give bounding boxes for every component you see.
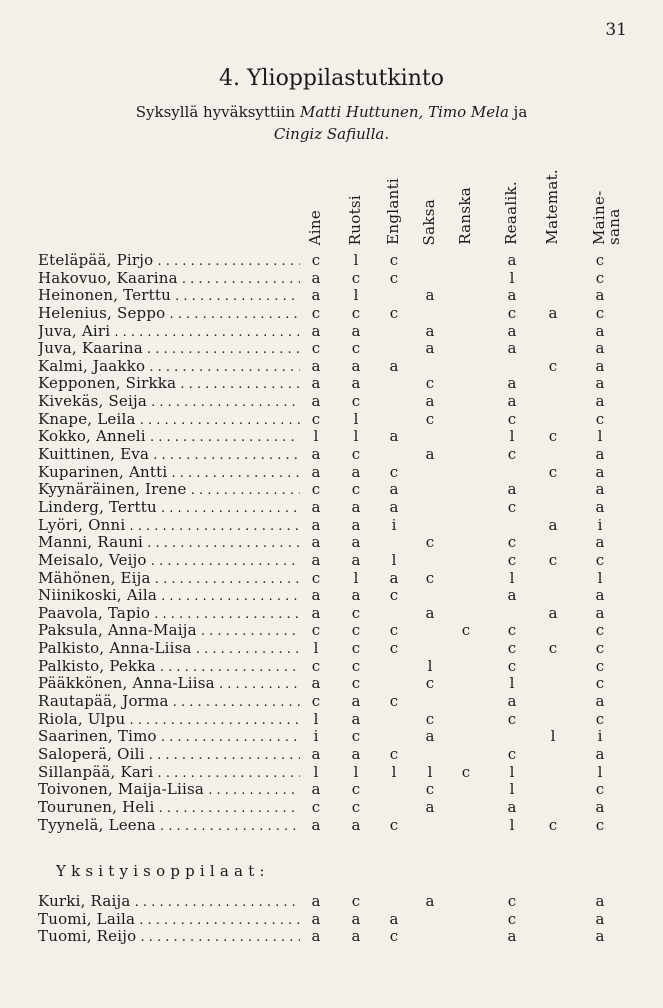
grade-cell: a bbox=[311, 392, 321, 411]
grade-cell: c bbox=[311, 656, 321, 675]
table-row bbox=[0, 499, 663, 517]
table-row bbox=[0, 270, 663, 288]
grade-cell: c bbox=[425, 674, 435, 693]
grade-cell: a bbox=[425, 892, 435, 910]
student-name: Tourunen, Heli . . . bbox=[38, 799, 300, 817]
grade-cell: a bbox=[595, 339, 605, 358]
grade-cell: c bbox=[311, 568, 321, 587]
table-row bbox=[0, 587, 663, 605]
student-name: Palkisto, Pekka . . . bbox=[38, 658, 300, 676]
table-row bbox=[0, 711, 663, 729]
grade-cell: a bbox=[351, 586, 361, 605]
grade-cell: a bbox=[595, 892, 605, 910]
student-name: Linderg, Terttu . . . bbox=[38, 499, 300, 517]
grade-cell: l bbox=[353, 762, 359, 781]
grade-cell: c bbox=[389, 639, 399, 658]
grade-cell: c bbox=[389, 462, 399, 481]
table-row bbox=[0, 693, 663, 711]
grade-cell: l bbox=[391, 550, 397, 569]
student-name: Palkisto, Anna-Liisa . . . bbox=[38, 640, 300, 658]
grade-cell: a bbox=[548, 515, 558, 534]
grade-cell: a bbox=[311, 533, 321, 552]
grade-cell: a bbox=[425, 797, 435, 816]
subtitle-intro: Syksyllä hyväksyttiin bbox=[135, 103, 296, 121]
grade-cell: c bbox=[351, 268, 361, 287]
grade-cell: a bbox=[425, 392, 435, 411]
grade-cell: c bbox=[425, 568, 435, 587]
student-name: Manni, Rauni . . . bbox=[38, 534, 300, 552]
student-name: Knape, Leila . . . bbox=[38, 411, 300, 429]
grade-cell: c bbox=[311, 409, 321, 428]
grade-cell: a bbox=[595, 533, 605, 552]
table-row bbox=[0, 375, 663, 393]
grade-cell: c bbox=[389, 927, 399, 946]
grade-cell: a bbox=[311, 321, 321, 340]
grade-cell: c bbox=[425, 533, 435, 552]
grade-cell: a bbox=[351, 356, 361, 375]
grade-cell: c bbox=[507, 892, 517, 910]
student-table bbox=[0, 252, 663, 834]
student-name: Pääkkönen, Anna-Liisa . . . bbox=[38, 675, 300, 693]
grade-cell: a bbox=[389, 497, 399, 516]
grade-cell: a bbox=[507, 374, 517, 393]
grade-cell: c bbox=[389, 303, 399, 322]
grade-cell: c bbox=[595, 674, 605, 693]
column-header: Englanti bbox=[384, 178, 402, 245]
table-row bbox=[0, 323, 663, 341]
grade-cell: c bbox=[389, 692, 399, 711]
table-row bbox=[0, 252, 663, 270]
grade-cell: a bbox=[425, 321, 435, 340]
column-header: Aine bbox=[306, 209, 324, 245]
grade-cell: a bbox=[507, 480, 517, 499]
grade-cell: c bbox=[595, 251, 605, 269]
student-name: Kuparinen, Antti . . . bbox=[38, 464, 300, 482]
table-row bbox=[0, 781, 663, 799]
grade-cell: c bbox=[548, 815, 558, 834]
grade-cell: c bbox=[351, 621, 361, 640]
grade-cell: a bbox=[311, 550, 321, 569]
grade-cell: a bbox=[311, 497, 321, 516]
column-header: Maine-sana bbox=[590, 190, 623, 245]
private-student-table bbox=[0, 893, 663, 946]
student-name: Juva, Airi . . . bbox=[38, 323, 300, 341]
grade-cell: c bbox=[351, 797, 361, 816]
grade-cell: c bbox=[548, 356, 558, 375]
grade-cell: a bbox=[595, 927, 605, 946]
student-name: Heinonen, Terttu . . . bbox=[38, 287, 300, 305]
grade-cell: a bbox=[507, 251, 517, 269]
table-row bbox=[0, 358, 663, 376]
grade-cell: a bbox=[311, 603, 321, 622]
grade-cell: a bbox=[507, 586, 517, 605]
subtitle-conjunction: ja bbox=[513, 103, 528, 121]
student-name: Eteläpää, Pirjo . . . bbox=[38, 252, 300, 270]
table-row bbox=[0, 305, 663, 323]
grade-cell: l bbox=[353, 568, 359, 587]
grade-cell: c bbox=[351, 603, 361, 622]
grade-cell: c bbox=[507, 445, 517, 464]
table-row bbox=[0, 928, 663, 946]
grade-cell: c bbox=[595, 709, 605, 728]
grade-cell: a bbox=[351, 533, 361, 552]
grade-cell: a bbox=[595, 374, 605, 393]
column-headers bbox=[0, 160, 663, 245]
grade-cell: c bbox=[425, 409, 435, 428]
grade-cell: i bbox=[313, 727, 319, 746]
grade-cell: a bbox=[595, 586, 605, 605]
student-name: Meisalo, Veijo . . . bbox=[38, 552, 300, 570]
grade-cell: a bbox=[311, 815, 321, 834]
grade-cell: a bbox=[595, 797, 605, 816]
table-row bbox=[0, 640, 663, 658]
grade-cell: l bbox=[509, 427, 515, 446]
column-header: Reaalik. bbox=[502, 181, 520, 245]
grade-cell: a bbox=[311, 586, 321, 605]
grade-cell: c bbox=[507, 621, 517, 640]
grade-cell: c bbox=[507, 709, 517, 728]
table-row bbox=[0, 799, 663, 817]
student-name: Paavola, Tapio . . . bbox=[38, 605, 300, 623]
grade-cell: a bbox=[548, 603, 558, 622]
grade-cell: a bbox=[311, 515, 321, 534]
grade-cell: a bbox=[595, 497, 605, 516]
grade-cell: a bbox=[507, 692, 517, 711]
subtitle bbox=[0, 101, 663, 145]
table-row bbox=[0, 570, 663, 588]
grade-cell: c bbox=[311, 303, 321, 322]
grade-cell: c bbox=[595, 303, 605, 322]
table-row bbox=[0, 481, 663, 499]
column-header: Ranska bbox=[456, 187, 474, 245]
grade-cell: l bbox=[313, 427, 319, 446]
table-row bbox=[0, 728, 663, 746]
grade-cell: l bbox=[509, 762, 515, 781]
grade-cell: c bbox=[311, 339, 321, 358]
grade-cell: l bbox=[313, 762, 319, 781]
grade-cell: l bbox=[353, 286, 359, 305]
grade-cell: a bbox=[595, 356, 605, 375]
grade-cell: a bbox=[507, 286, 517, 305]
grade-cell: a bbox=[595, 462, 605, 481]
grade-cell: c bbox=[548, 639, 558, 658]
table-row bbox=[0, 817, 663, 835]
grade-cell: c bbox=[461, 621, 471, 640]
student-name: Tuomi, Laila . . . bbox=[38, 911, 300, 929]
table-row bbox=[0, 675, 663, 693]
grade-cell: a bbox=[595, 445, 605, 464]
grade-cell: c bbox=[311, 251, 321, 269]
student-name: Tuomi, Reijo . . . bbox=[38, 928, 300, 946]
grade-cell: a bbox=[311, 744, 321, 763]
grade-cell: c bbox=[389, 621, 399, 640]
grade-cell: a bbox=[311, 374, 321, 393]
student-name: Kuittinen, Eva . . . bbox=[38, 446, 300, 464]
grade-cell: a bbox=[351, 692, 361, 711]
grade-cell: c bbox=[351, 639, 361, 658]
grade-cell: a bbox=[311, 674, 321, 693]
grade-cell: l bbox=[550, 727, 556, 746]
grade-cell: c bbox=[595, 780, 605, 799]
grade-cell: a bbox=[595, 744, 605, 763]
grade-cell: a bbox=[311, 445, 321, 464]
grade-cell: c bbox=[548, 427, 558, 446]
table-row bbox=[0, 622, 663, 640]
subtitle-line-1 bbox=[0, 101, 663, 123]
grade-cell: c bbox=[389, 251, 399, 269]
grade-cell: l bbox=[353, 251, 359, 269]
grade-cell: a bbox=[595, 392, 605, 411]
grade-cell: c bbox=[351, 480, 361, 499]
grade-cell: c bbox=[425, 709, 435, 728]
grade-cell: c bbox=[351, 780, 361, 799]
grade-cell: l bbox=[427, 656, 433, 675]
student-name: Kurki, Raija . . . bbox=[38, 893, 300, 911]
student-name: Saloperä, Oili . . . bbox=[38, 746, 300, 764]
grade-cell: c bbox=[351, 674, 361, 693]
grade-cell: i bbox=[597, 515, 603, 534]
grade-cell: c bbox=[507, 909, 517, 928]
student-name: Toivonen, Maija-Liisa . . . bbox=[38, 781, 300, 799]
grade-cell: c bbox=[425, 374, 435, 393]
grade-cell: a bbox=[311, 780, 321, 799]
grade-cell: l bbox=[597, 762, 603, 781]
grade-cell: l bbox=[597, 427, 603, 446]
grade-cell: c bbox=[311, 621, 321, 640]
grade-cell: a bbox=[425, 727, 435, 746]
grade-cell: c bbox=[507, 533, 517, 552]
grade-cell: l bbox=[313, 709, 319, 728]
grade-cell: c bbox=[389, 815, 399, 834]
grade-cell: c bbox=[595, 409, 605, 428]
student-name: Kalmi, Jaakko . . . bbox=[38, 358, 300, 376]
grade-cell: c bbox=[507, 497, 517, 516]
grade-cell: c bbox=[311, 692, 321, 711]
table-row bbox=[0, 893, 663, 911]
column-header: Saksa bbox=[420, 198, 438, 245]
grade-cell: c bbox=[461, 762, 471, 781]
student-name: Kivekäs, Seija . . . bbox=[38, 393, 300, 411]
grade-cell: a bbox=[389, 356, 399, 375]
table-row bbox=[0, 605, 663, 623]
table-row bbox=[0, 517, 663, 535]
grade-cell: c bbox=[351, 727, 361, 746]
grade-cell: a bbox=[311, 892, 321, 910]
student-name: Tyynelä, Leena . . . bbox=[38, 817, 300, 835]
subtitle-names: Matti Huttunen, Timo Mela bbox=[299, 103, 509, 121]
grade-cell: c bbox=[351, 656, 361, 675]
student-name: Kokko, Anneli . . . bbox=[38, 428, 300, 446]
grade-cell: c bbox=[389, 744, 399, 763]
grade-cell: a bbox=[351, 744, 361, 763]
table-row bbox=[0, 446, 663, 464]
table-row bbox=[0, 552, 663, 570]
subtitle-name-last: Cingiz Safiulla. bbox=[273, 125, 390, 143]
grade-cell: a bbox=[351, 497, 361, 516]
grade-cell: a bbox=[595, 692, 605, 711]
grade-cell: a bbox=[351, 815, 361, 834]
page-title: 4. Ylioppilastutkinto bbox=[219, 66, 444, 91]
student-name: Helenius, Seppo . . . bbox=[38, 305, 300, 323]
grade-cell: c bbox=[389, 268, 399, 287]
grade-cell: a bbox=[595, 286, 605, 305]
grade-cell: c bbox=[507, 303, 517, 322]
grade-cell: c bbox=[595, 639, 605, 658]
grade-cell: a bbox=[507, 797, 517, 816]
grade-cell: a bbox=[351, 515, 361, 534]
grade-cell: a bbox=[311, 268, 321, 287]
grade-cell: a bbox=[548, 303, 558, 322]
grade-cell: c bbox=[507, 656, 517, 675]
grade-cell: c bbox=[389, 586, 399, 605]
grade-cell: c bbox=[507, 639, 517, 658]
grade-cell: a bbox=[389, 909, 399, 928]
grade-cell: a bbox=[507, 339, 517, 358]
grade-cell: a bbox=[351, 709, 361, 728]
grade-cell: a bbox=[507, 392, 517, 411]
table-row bbox=[0, 428, 663, 446]
grade-cell: a bbox=[311, 356, 321, 375]
grade-cell: c bbox=[595, 268, 605, 287]
grade-cell: c bbox=[548, 462, 558, 481]
grade-cell: l bbox=[391, 762, 397, 781]
grade-cell: a bbox=[351, 321, 361, 340]
page-number: 31 bbox=[605, 20, 627, 40]
student-name: Rautapää, Jorma . . . bbox=[38, 693, 300, 711]
grade-cell: a bbox=[311, 286, 321, 305]
grade-cell: l bbox=[427, 762, 433, 781]
grade-cell: a bbox=[425, 286, 435, 305]
table-row bbox=[0, 464, 663, 482]
grade-cell: l bbox=[509, 780, 515, 799]
grade-cell: l bbox=[509, 268, 515, 287]
grade-cell: c bbox=[507, 550, 517, 569]
grade-cell: c bbox=[595, 621, 605, 640]
grade-cell: c bbox=[351, 445, 361, 464]
grade-cell: c bbox=[595, 550, 605, 569]
grade-cell: a bbox=[351, 374, 361, 393]
grade-cell: a bbox=[425, 445, 435, 464]
student-name: Kyynäräinen, Irene . . . bbox=[38, 481, 300, 499]
grade-cell: a bbox=[311, 909, 321, 928]
student-name: Hakovuo, Kaarina . . . bbox=[38, 270, 300, 288]
grade-cell: l bbox=[353, 409, 359, 428]
grade-cell: a bbox=[389, 480, 399, 499]
column-header: Ruotsi bbox=[346, 194, 364, 245]
student-name: Juva, Kaarina . . . bbox=[38, 340, 300, 358]
grade-cell: c bbox=[595, 656, 605, 675]
grade-cell: a bbox=[507, 321, 517, 340]
grade-cell: c bbox=[351, 339, 361, 358]
student-name: Saarinen, Timo . . . bbox=[38, 728, 300, 746]
student-name: Riola, Ulpu . . . bbox=[38, 711, 300, 729]
grade-cell: a bbox=[351, 550, 361, 569]
grade-cell: a bbox=[351, 927, 361, 946]
table-row bbox=[0, 340, 663, 358]
grade-cell: c bbox=[425, 780, 435, 799]
table-row bbox=[0, 534, 663, 552]
grade-cell: a bbox=[425, 603, 435, 622]
grade-cell: i bbox=[391, 515, 397, 534]
private-students-label: Yksityisoppilaat: bbox=[56, 862, 270, 880]
grade-cell: a bbox=[311, 927, 321, 946]
grade-cell: a bbox=[389, 427, 399, 446]
grade-cell: l bbox=[509, 674, 515, 693]
grade-cell: i bbox=[597, 727, 603, 746]
subtitle-line-2 bbox=[0, 123, 663, 145]
grade-cell: c bbox=[311, 480, 321, 499]
table-row bbox=[0, 911, 663, 929]
grade-cell: l bbox=[597, 568, 603, 587]
student-name: Paksula, Anna-Maija . . . bbox=[38, 622, 300, 640]
grade-cell: l bbox=[509, 815, 515, 834]
grade-cell: c bbox=[351, 892, 361, 910]
student-name: Kepponen, Sirkka . . . bbox=[38, 375, 300, 393]
grade-cell: c bbox=[548, 550, 558, 569]
table-row bbox=[0, 764, 663, 782]
grade-cell: a bbox=[595, 909, 605, 928]
student-name: Mähönen, Eija . . . bbox=[38, 570, 300, 588]
table-row bbox=[0, 411, 663, 429]
grade-cell: c bbox=[311, 797, 321, 816]
student-name: Sillanpää, Kari . . . bbox=[38, 764, 300, 782]
grade-cell: a bbox=[425, 339, 435, 358]
table-row bbox=[0, 393, 663, 411]
student-name: Lyöri, Onni . . . bbox=[38, 517, 300, 535]
grade-cell: a bbox=[595, 603, 605, 622]
table-row bbox=[0, 746, 663, 764]
table-row bbox=[0, 658, 663, 676]
grade-cell: a bbox=[595, 321, 605, 340]
grade-cell: c bbox=[595, 815, 605, 834]
grade-cell: l bbox=[509, 568, 515, 587]
student-name: Niinikoski, Aila . . . bbox=[38, 587, 300, 605]
grade-cell: c bbox=[507, 409, 517, 428]
grade-cell: l bbox=[353, 427, 359, 446]
grade-cell: a bbox=[507, 927, 517, 946]
grade-cell: a bbox=[389, 568, 399, 587]
grade-cell: c bbox=[351, 392, 361, 411]
grade-cell: a bbox=[595, 480, 605, 499]
column-header: Matemat. bbox=[543, 169, 561, 245]
grade-cell: l bbox=[313, 639, 319, 658]
grade-cell: c bbox=[351, 303, 361, 322]
grade-cell: a bbox=[311, 462, 321, 481]
table-row bbox=[0, 287, 663, 305]
grade-cell: a bbox=[351, 909, 361, 928]
grade-cell: c bbox=[507, 744, 517, 763]
grade-cell: a bbox=[351, 462, 361, 481]
